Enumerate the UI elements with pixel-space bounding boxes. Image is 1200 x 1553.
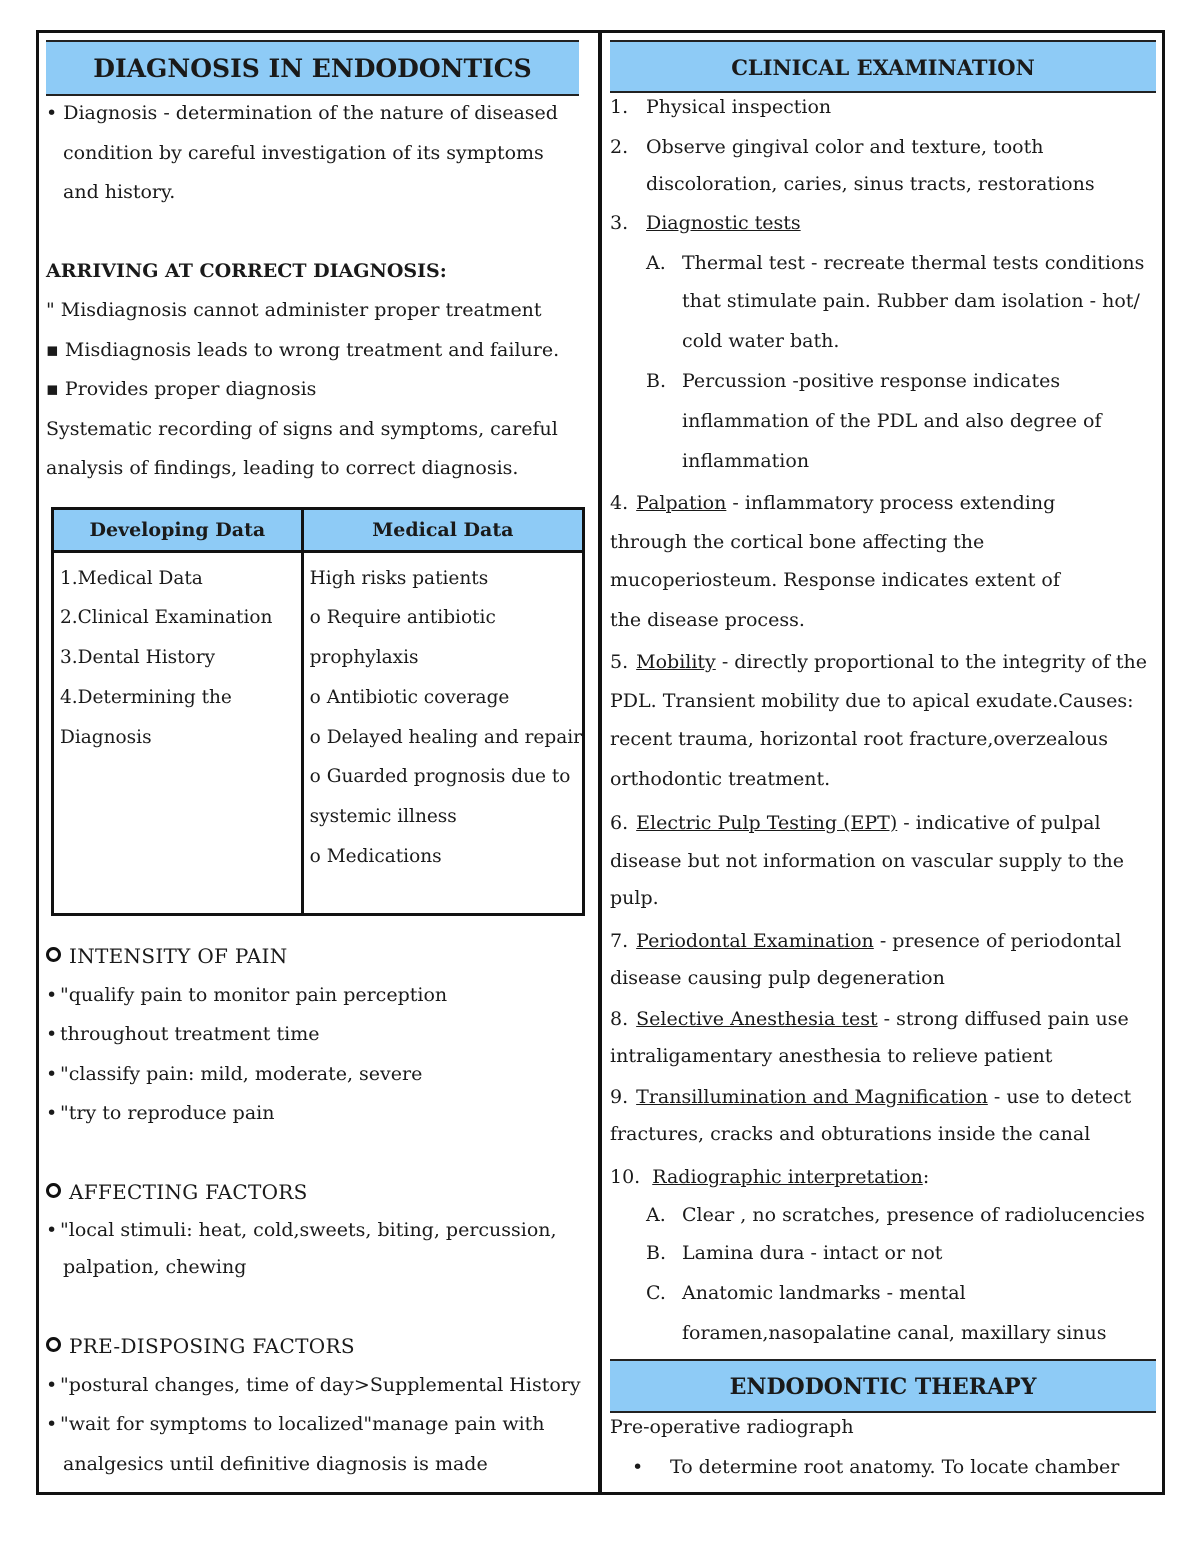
ring-bullet-icon [46,1183,61,1198]
therapy-title: ENDODONTIC THERAPY [610,1359,1156,1413]
bullet-icon: • [46,1218,58,1241]
sub-item [610,1233,1158,1273]
list-item-text: To determine root anatomy. To locate chamber [670,1455,1120,1478]
bullet-icon: • [46,1023,58,1045]
intro-text [46,94,591,213]
list-number: 8. [610,1007,629,1030]
bullet-icon: • [46,1062,58,1085]
data-table [51,507,585,916]
intro-line: condition by careful investigation of its symptoms [63,141,544,164]
affecting-section [46,1172,591,1212]
predisposing-section [46,1326,591,1366]
arriving-line: analysis of findings, leading to correct diagnosis. [46,457,519,479]
intro-line: and history. [63,181,176,203]
list-item [46,976,591,1016]
sub-letter: B. [646,370,667,392]
list-number: 9. [610,1085,629,1108]
table-cell-line: prophylaxis [309,647,419,669]
list-item-continued: discoloration, caries, sinus tracts, restorations [646,173,1095,195]
ring-bullet-icon [46,1337,61,1352]
list-item-continued: fractures, cracks and obturations inside the canal [610,1122,1091,1145]
sub-item-continued: cold water bath. [682,330,840,352]
list-item-continued: orthodontic treatment. [610,767,831,790]
list-item-continued: pulp. [610,887,659,909]
list-item-text: - indicative of pulpal [897,812,1101,834]
table-cell-line: o Require antibiotic [309,607,496,629]
bullet-icon: • [46,983,58,1006]
list-item-text: - use to detect [987,1085,1132,1108]
sub-item-continued: that stimulate pain. Rubber dam isolation - hot/ [682,290,1140,312]
list-number: 10. [610,1165,641,1188]
list-item [46,1015,591,1055]
right-column [610,40,1158,1493]
bullet-icon: • [46,1413,58,1435]
sub-item-text: Clear , no scratches, presence of radiolucencies [682,1203,1145,1226]
list-number: 4. [610,492,629,514]
section-heading: PRE-DISPOSING FACTORS [69,1333,355,1358]
table-cell-line: 2.Clinical Examination [60,607,273,629]
bullet-icon: • [46,1102,58,1124]
therapy-line: Pre-operative radiograph [610,1415,854,1438]
list-item-text: throughout treatment time [60,1023,320,1045]
main-title: DIAGNOSIS IN ENDODONTICS [46,40,579,96]
sub-item-text: Lamina dura - intact or not [682,1241,943,1264]
list-item [610,921,1158,961]
list-item-term: Radiographic interpretation [652,1165,923,1188]
radiographic-item [610,1157,1158,1353]
list-item-term: Transillumination and Magnification [636,1085,988,1108]
list-item-text: "try to reproduce pain [60,1102,275,1124]
list-item-term: Palpation [636,492,727,514]
sub-item [610,361,1158,401]
arriving-list [46,291,591,489]
sub-item-continued: inflammation of the PDL and also degree of [682,410,1102,432]
sub-item-text: Percussion -positive response indicates [682,370,1061,392]
list-item-text: "qualify pain to monitor pain perception [60,983,448,1006]
intro-line: • Diagnosis - determination of the nature of diseased [46,102,558,124]
section-heading: AFFECTING FACTORS [69,1179,308,1204]
ept-item [610,803,1158,919]
list-item-term: Diagnostic tests [646,212,801,234]
sub-letter: A. [646,252,666,274]
list-item [610,201,1158,245]
palpation-item [610,483,1158,640]
list-item-text: "classify pain: mild, moderate, severe [60,1062,423,1085]
sub-letter: B. [646,1241,667,1264]
sub-item-continued: inflammation [682,450,810,472]
sub-item [610,1273,1158,1313]
table-cell-line: 4.Determining the [60,686,232,708]
sub-item-text: Anatomic landmarks - mental [682,1281,966,1304]
table-cell-line: o Delayed healing and repair [309,726,582,748]
table-cell-line: 1.Medical Data [60,567,203,589]
list-item-continued: palpation, chewing [63,1255,247,1278]
section-heading: INTENSITY OF PAIN [69,943,288,968]
list-item [610,642,1158,682]
list-item-text: - inflammatory process extending [726,492,1056,514]
list-item [610,127,1158,167]
sub-letter: C. [646,1281,666,1304]
table-cell-line: Diagnosis [60,726,152,748]
list-item-continued: intraligamentary anesthesia to relieve patient [610,1044,1053,1067]
list-item-text: "postural changes, time of day>Supplemental History [60,1373,581,1396]
ring-bullet-icon [46,947,61,962]
table-header: Medical Data [302,508,583,551]
clinical-title: CLINICAL EXAMINATION [610,40,1156,93]
list-item-text: : [922,1165,930,1188]
list-item [46,1212,591,1249]
table-cell-developing [53,551,303,914]
intensity-section [46,936,591,976]
list-number: 3. [610,212,629,234]
list-item [610,1157,1158,1197]
list-item-continued: disease causing pulp degeneration [610,966,945,989]
list-item-term: Electric Pulp Testing (EPT) [636,812,898,834]
list-item [46,1055,591,1095]
arriving-line: ▪ Provides proper diagnosis [46,378,317,400]
bullet-icon: • [632,1455,644,1478]
table-cell-line: High risks patients [309,567,489,589]
arriving-line: Systematic recording of signs and symptoms, careful [46,417,558,440]
list-item-text: Physical inspection [646,96,832,118]
list-number: 5. [610,651,629,673]
list-item [46,1405,591,1445]
sub-item [610,245,1158,281]
list-item-term: Mobility [636,651,716,673]
list-item [610,1077,1158,1117]
list-item-continued: mucoperiosteum. Response indicates extent of [610,569,1060,591]
list-item [610,1441,1158,1493]
sub-letter: A. [646,1203,666,1226]
table-header: Developing Data [53,508,303,551]
list-item [46,1094,591,1134]
list-item [610,483,1158,523]
table-cell-line: 3.Dental History [60,647,216,669]
list-item [610,999,1158,1039]
mobility-item [610,642,1158,799]
arriving-line: ▪ Misdiagnosis leads to wrong treatment and failure. [46,338,560,361]
list-number: 1. [610,96,629,118]
arriving-heading: ARRIVING AT CORRECT DIAGNOSIS: [46,259,447,282]
table-cell-line: systemic illness [309,806,457,828]
list-number: 2. [610,136,629,158]
list-item-continued: PDL. Transient mobility due to apical exudate.Causes: [610,690,1134,712]
list-item-text: "local stimuli: heat, cold,sweets, biting, percussion, [60,1218,557,1241]
column-divider [598,30,602,1495]
list-item-continued: disease but not information on vascular supply to the [610,850,1124,872]
list-item-continued: the disease process. [610,608,805,631]
list-item-text: - directly proportional to the integrity of the [715,651,1148,673]
bullet-icon: • [46,1373,58,1396]
list-number: 7. [610,929,629,952]
arriving-line: " Misdiagnosis cannot administer proper treatment [46,299,542,321]
table-cell-line: o Antibiotic coverage [309,686,510,708]
table-cell-line: o Guarded prognosis due to [309,766,571,788]
list-item-continued: recent trauma, horizontal root fracture,overzealous [610,728,1108,750]
table-cell-line: o Medications [309,846,442,868]
list-item-continued: analgesics until definitive diagnosis is made [63,1452,488,1475]
list-item-term: Selective Anesthesia test [636,1007,878,1030]
sub-item [610,1197,1158,1233]
list-item-continued: through the cortical bone affecting the [610,531,985,553]
list-item [610,93,1158,121]
table-cell-medical [302,551,583,914]
left-column [46,40,591,1484]
list-item [610,803,1158,843]
periodontal-item [610,921,1158,995]
list-item-text: Observe gingival color and texture, tooth [646,136,1044,158]
sub-item-continued: foramen,nasopalatine canal, maxillary sinus [682,1321,1107,1344]
transillumination-item [610,1077,1158,1151]
list-item [46,1366,591,1406]
list-number: 6. [610,812,629,834]
anesthesia-item [610,999,1158,1073]
list-item-term: Periodontal Examination [636,929,874,952]
sub-item-text: Thermal test - recreate thermal tests conditions [682,252,1145,274]
list-item-text: - presence of periodontal [873,929,1122,952]
list-item-text: "wait for symptoms to localized"manage pain with [60,1413,545,1435]
list-item-text: - strong diffused pain use [877,1007,1129,1030]
